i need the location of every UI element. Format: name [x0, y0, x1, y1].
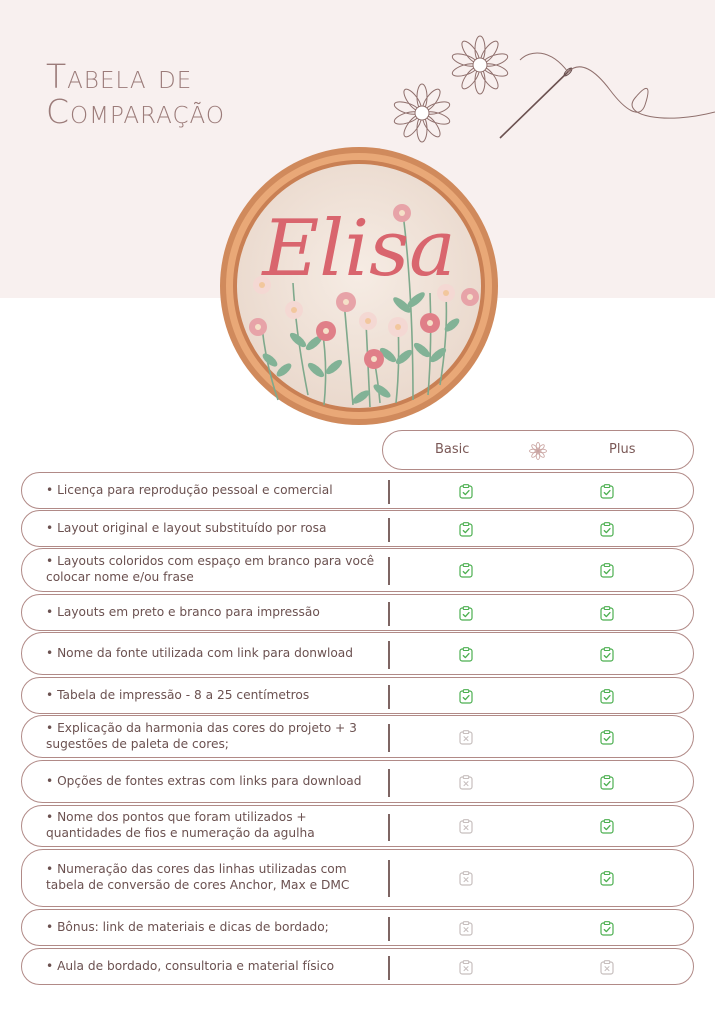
- clipboard-check-icon: [459, 563, 473, 578]
- feature-label: • Layouts coloridos com espaço em branco para você colocar nome e/ou frase: [46, 554, 375, 584]
- table-row: [21, 909, 694, 946]
- row-divider: [388, 518, 390, 542]
- feature-label: • Bônus: link de materiais e dicas de bordado;: [46, 919, 329, 934]
- row-divider: [388, 641, 390, 669]
- plan-header: [382, 430, 694, 470]
- clipboard-x-icon: [459, 871, 473, 886]
- column-plus-label: Plus: [609, 442, 636, 457]
- clipboard-check-icon: [459, 647, 473, 662]
- feature-label: • Numeração das cores das linhas utilizadas com tabela de conversão de cores Anchor, Max e DMC: [46, 862, 350, 892]
- clipboard-x-icon: [459, 960, 473, 975]
- flower-icon: [529, 442, 547, 460]
- table-row: [21, 715, 694, 758]
- row-divider: [388, 602, 390, 626]
- row-divider: [388, 480, 390, 504]
- daisy-icon: [393, 84, 451, 142]
- table-row: [21, 760, 694, 803]
- clipboard-check-icon: [459, 689, 473, 704]
- row-divider: [388, 956, 390, 980]
- table-row: [21, 805, 694, 847]
- clipboard-x-icon: [600, 960, 614, 975]
- clipboard-check-icon: [600, 563, 614, 578]
- clipboard-check-icon: [459, 484, 473, 499]
- clipboard-check-icon: [459, 606, 473, 621]
- clipboard-check-icon: [600, 819, 614, 834]
- table-row: [21, 948, 694, 985]
- clipboard-x-icon: [459, 730, 473, 745]
- row-divider: [388, 814, 390, 841]
- embroidery-hoop-image: [218, 145, 500, 427]
- daisy-icon: [451, 36, 509, 94]
- feature-label: • Layouts em preto e branco para impressão: [46, 604, 320, 619]
- clipboard-check-icon: [600, 730, 614, 745]
- feature-label: • Layout original e layout substituído por rosa: [46, 520, 327, 535]
- feature-label: • Tabela de impressão - 8 a 25 centímetros: [46, 687, 310, 702]
- clipboard-x-icon: [459, 819, 473, 834]
- row-divider: [388, 917, 390, 941]
- feature-label: • Licença para reprodução pessoal e comercial: [46, 482, 333, 497]
- table-row: [21, 677, 694, 714]
- clipboard-check-icon: [600, 522, 614, 537]
- clipboard-check-icon: [600, 484, 614, 499]
- clipboard-check-icon: [600, 606, 614, 621]
- clipboard-x-icon: [459, 775, 473, 790]
- title-line-1: Tabela de: [46, 57, 193, 96]
- title-line-2: Comparação: [46, 91, 225, 131]
- feature-label: • Aula de bordado, consultoria e material físico: [46, 958, 335, 973]
- table-row: [21, 849, 694, 907]
- flowers-needle-illustration: [380, 20, 715, 150]
- clipboard-check-icon: [600, 775, 614, 790]
- feature-label: • Nome dos pontos que foram utilizados + quantidades de fios e numeração da agulha: [46, 810, 315, 840]
- column-basic-label: Basic: [435, 442, 470, 457]
- clipboard-check-icon: [600, 647, 614, 662]
- page-title: [46, 57, 225, 131]
- table-row: [21, 548, 694, 592]
- clipboard-check-icon: [600, 921, 614, 936]
- row-divider: [388, 724, 390, 752]
- table-row: [21, 594, 694, 631]
- clipboard-check-icon: [459, 522, 473, 537]
- row-divider: [388, 557, 390, 585]
- clipboard-check-icon: [600, 871, 614, 886]
- row-divider: [388, 685, 390, 709]
- feature-label: • Nome da fonte utilizada com link para donwload: [46, 645, 354, 660]
- hoop-name-text: Elisa: [262, 204, 456, 294]
- clipboard-check-icon: [600, 689, 614, 704]
- feature-label: • Explicação da harmonia das cores do projeto + 3 sugestões de paleta de cores;: [46, 720, 357, 751]
- feature-label: • Opções de fontes extras com links para download: [46, 773, 362, 788]
- table-row: [21, 510, 694, 547]
- table-row: [21, 472, 694, 509]
- clipboard-x-icon: [459, 921, 473, 936]
- table-row: [21, 632, 694, 675]
- row-divider: [388, 769, 390, 797]
- row-divider: [388, 860, 390, 897]
